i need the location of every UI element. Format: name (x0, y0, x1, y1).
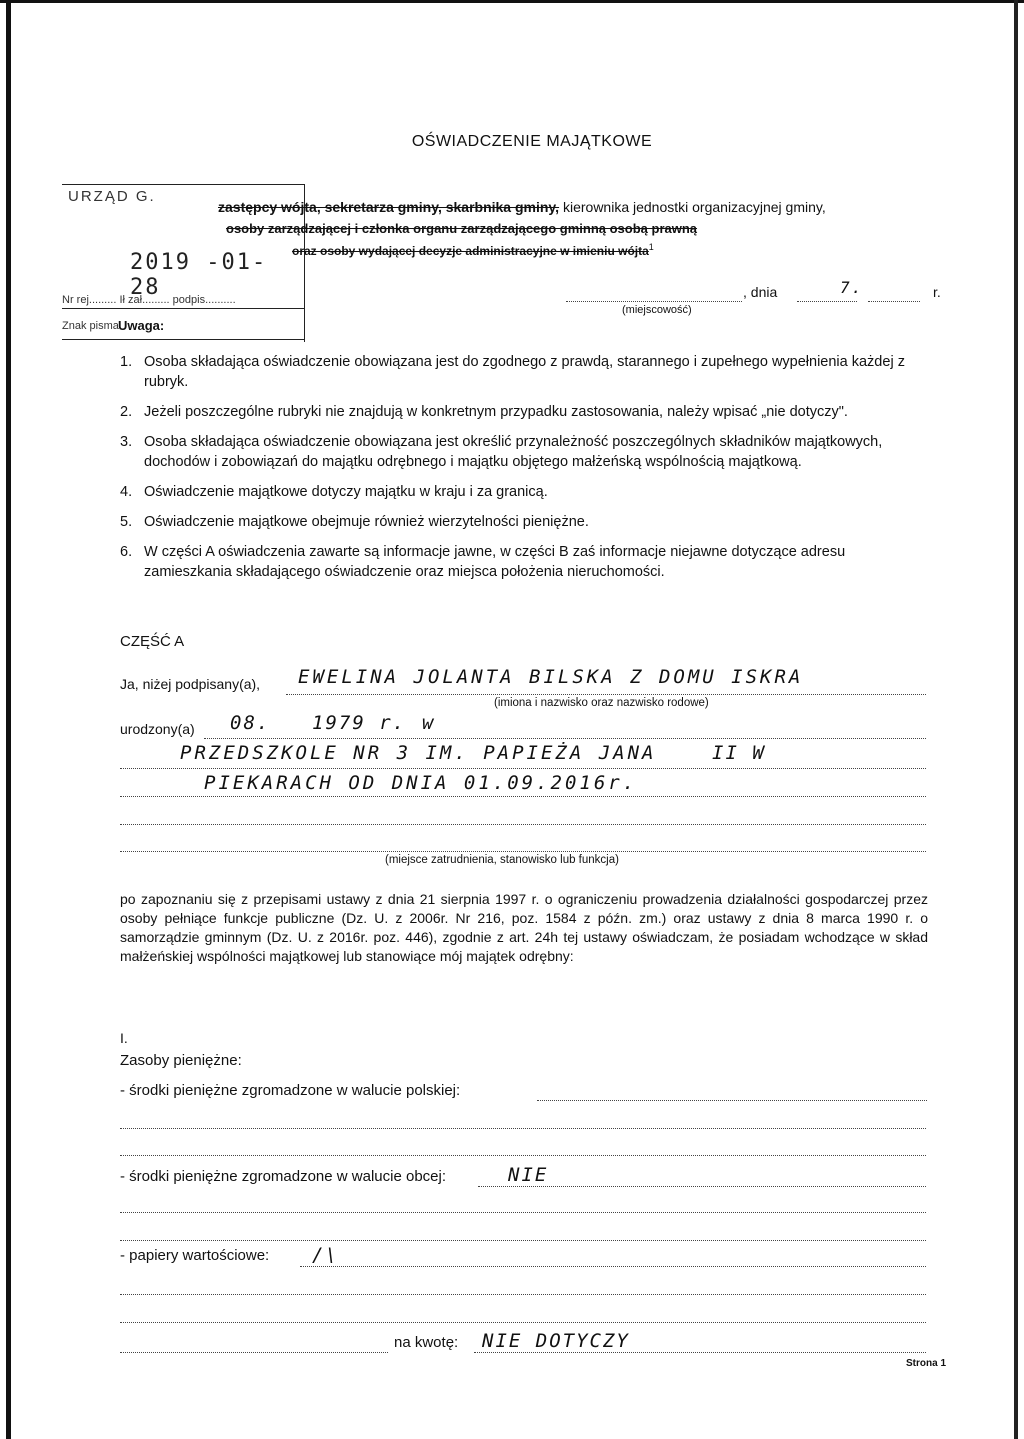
stamp-nr-rej: Nr rej......... Ił zał......... podpis.......... (62, 294, 236, 306)
header-line-2: osoby zarządzającej i członka organu zarządzającego gminną osobą prawną (226, 221, 698, 236)
header-strike-1: zastępcy wójta, sekretarza gminy, skarbnika gminy, (218, 199, 560, 215)
top-border (0, 0, 1024, 3)
papiery-value: /\ (312, 1244, 339, 1266)
kwote-field[interactable] (474, 1352, 926, 1353)
page-number: Strona 1 (906, 1358, 947, 1369)
kwote-label: na kwotę: (394, 1334, 459, 1351)
employment-line-1: PRZEDSZKOLE NR 3 IM. PAPIEŻA JANA (180, 742, 657, 764)
dnia-label: , dnia (743, 284, 778, 300)
uwaga-item: 6. W części A oświadczenia zawarte są informacje jawne, w części B zaś informacje niejawne dotyczące adresu zamieszkania składającego oświadczenie oraz miejsca położenia nieruchomości. (120, 544, 846, 580)
employment-field-4[interactable] (120, 851, 926, 852)
foreign-field[interactable] (478, 1186, 926, 1187)
uwaga-item: 5. Oświadczenie majątkowe obejmuje również wierzytelności pieniężne. (120, 514, 589, 530)
section-title: Zasoby pieniężne: (120, 1052, 242, 1069)
header-rest-1: kierownika jednostki organizacyjnej gminy, (562, 199, 826, 215)
uwaga-item: 4. Oświadczenie majątkowe dotyczy majątku w kraju i za granicą. (120, 484, 548, 500)
pln-field-3[interactable] (120, 1155, 926, 1156)
uwaga-item: 3. Osoba składająca oświadczenie obowiązana jest określić przynależność poszczególnych składników majątkowych, dochodów i zobowiązań do majątku odrębnego i majątku objętego małżeńską wspólnością majątkową. (120, 434, 883, 470)
pln-label: - środki pieniężne zgromadzone w walucie polskiej: (120, 1082, 461, 1099)
section-roman: I. (120, 1030, 128, 1046)
ja-label: Ja, niżej podpisany(a), (120, 676, 261, 692)
papiery-field-3[interactable] (120, 1322, 926, 1323)
dnia-value: 7. (840, 278, 864, 297)
foreign-field-3[interactable] (120, 1240, 926, 1241)
document-title: OŚWIADCZENIE MAJĄTKOWE (411, 133, 653, 150)
name-caption: (imiona i nazwisko oraz nazwisko rodowe) (494, 697, 709, 709)
right-border (1014, 0, 1018, 1439)
miejscowosc-field[interactable] (566, 301, 742, 302)
left-border (6, 0, 11, 1439)
dnia-field[interactable] (797, 301, 857, 302)
miejscowosc-caption: (miejscowość) (622, 304, 692, 316)
kwote-prefix-field[interactable] (120, 1352, 388, 1353)
birth-field[interactable] (204, 738, 926, 739)
birth-year: 1979 r. (312, 712, 407, 734)
uwagi-list (120, 352, 920, 592)
header-line-1 (218, 199, 826, 215)
stamp-mid-line (62, 308, 304, 309)
uwaga-item: 1. Osoba składająca oświadczenie obowiązana jest do zgodnego z prawdą, starannego i zupełnego wypełnienia każdej z rubryk. (120, 354, 905, 390)
stamp-bottom-line (62, 339, 304, 340)
kwote-value: NIE DOTYCZY (482, 1330, 630, 1352)
employment-line-2: PIEKARACH OD DNIA 01.09.2016r. (204, 772, 638, 794)
name-value: EWELINA JOLANTA BILSKA Z DOMU ISKRA (298, 666, 804, 688)
uwaga-label: Uwaga: (118, 318, 165, 333)
stamp-znak: Znak pisma (62, 320, 119, 332)
employment-field-2[interactable] (120, 796, 926, 797)
birth-place: w (422, 712, 436, 734)
intro-paragraph: po zapoznaniu się z przepisami ustawy z dnia 21 sierpnia 1997 r. o ograniczeniu prowadzenia działalności gospodarczej przez osoby pełniące funkcje publiczne (Dz. U. z 2006r. Nr 216, poz. 1584 z późn. zm.) oraz ustawy z dnia 8 marca 1990 r. o samorządzie gminnym (Dz. U. z 2016r. poz. 446), zgodnie z art. 24h tej ustawy oświadczam, że posiadam wchodzące w skład małżeńskiej wspólności majątkowej lub stanowiące mój majątek odrębny: (120, 891, 928, 964)
papiery-field[interactable] (300, 1266, 926, 1267)
employment-field-1[interactable] (120, 768, 926, 769)
papiery-field-2[interactable] (120, 1294, 926, 1295)
dnia-field-2[interactable] (868, 301, 920, 302)
foreign-field-2[interactable] (120, 1212, 926, 1213)
foreign-label: - środki pieniężne zgromadzone w walucie obcej: (120, 1168, 447, 1185)
stamp-office: URZĄD G. (68, 188, 156, 205)
employment-caption: (miejsce zatrudnienia, stanowisko lub funkcja) (385, 854, 619, 866)
czesc-a-heading: CZĘŚĆ A (120, 633, 185, 650)
urodzony-label: urodzony(a) (120, 721, 195, 737)
foreign-value: NIE (508, 1164, 549, 1186)
header-line-3: oraz osoby wydającej decyzje administracyjne w imieniu wójta$^1$ (292, 242, 654, 258)
name-field[interactable] (286, 694, 926, 695)
stamp-top-line (62, 184, 304, 185)
birth-day: 08. (230, 712, 271, 734)
pln-field[interactable] (537, 1100, 927, 1101)
uwaga-item: 2. Jeżeli poszczególne rubryki nie znajdują w konkretnym przypadku zastosowania, należy wpisać „nie dotyczy". (120, 404, 848, 420)
stamp-date: 2019 -01- 28 (130, 250, 268, 300)
employment-field-3[interactable] (120, 824, 926, 825)
year-suffix: r. (933, 284, 941, 300)
papiery-label: - papiery wartościowe: (120, 1247, 270, 1264)
employment-line-1b: II W (712, 742, 766, 764)
pln-field-2[interactable] (120, 1128, 926, 1129)
